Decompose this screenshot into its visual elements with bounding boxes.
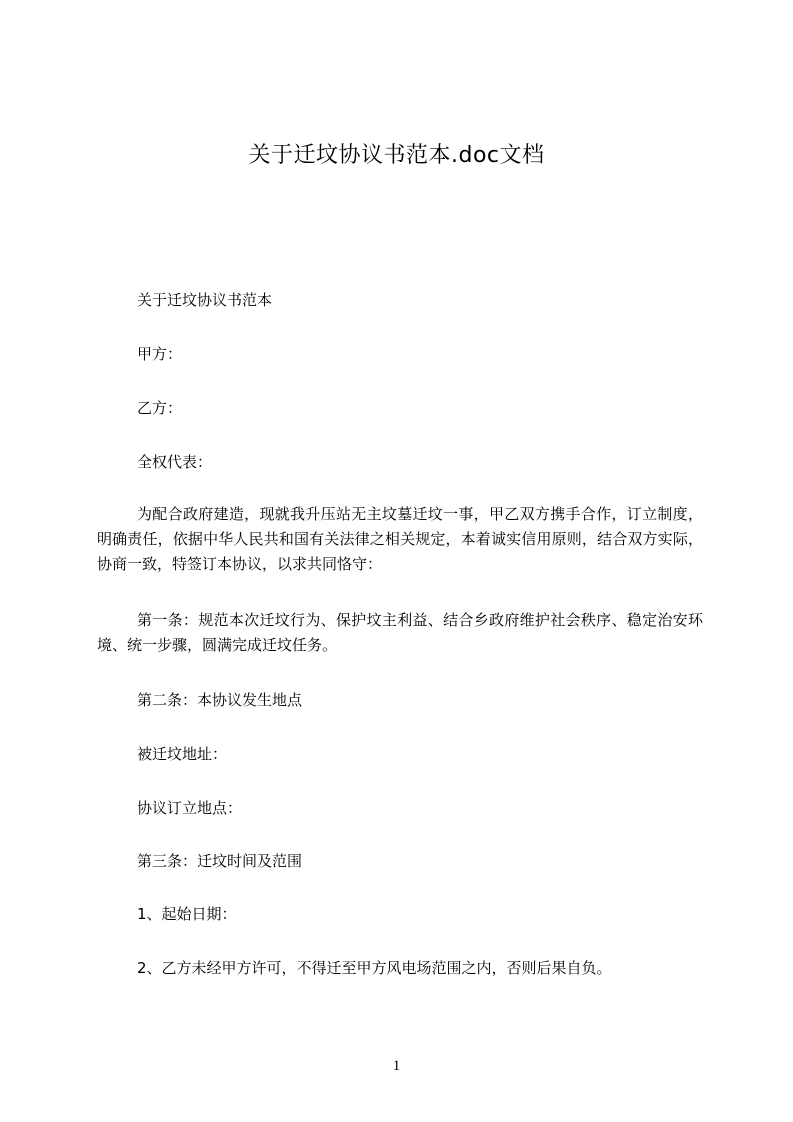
paragraph-preamble: 为配合政府建造，现就我升压站无主坟墓迁坟一事，甲乙双方携手合作，订立制度，明确责任，依据中华人民共和国有关法律之相关规定，本着诚实信用原则，结合双方实际，协商一致，特签订本协议，以求共同恪守： bbox=[97, 505, 703, 573]
paragraph-party-b: 乙方： bbox=[137, 399, 183, 417]
paragraph-relocation-address: 被迁坟地址： bbox=[137, 745, 228, 763]
page-number: 1 bbox=[392, 1058, 401, 1074]
paragraph-article-3: 第三条：迁坟时间及范围 bbox=[137, 852, 303, 870]
paragraph-representative: 全权代表： bbox=[137, 453, 213, 471]
paragraph-heading: 关于迁坟协议书范本 bbox=[137, 291, 273, 309]
paragraph-article-1: 第一条：规范本次迁坟行为、保护坟主利益、结合乡政府维护社会秩序、稳定治安环境、统一步骤，圆满完成迁坟任务。 bbox=[97, 611, 703, 654]
paragraph-article-2: 第二条：本协议发生地点 bbox=[137, 691, 303, 709]
paragraph-start-date: 1、起始日期： bbox=[137, 905, 237, 923]
paragraph-party-a: 甲方： bbox=[137, 345, 183, 363]
paragraph-signing-location: 协议订立地点： bbox=[137, 799, 243, 817]
paragraph-restriction: 2、乙方未经甲方许可，不得迁至甲方风电场范围之内，否则后果自负。 bbox=[137, 959, 612, 977]
document-title: 关于迁坟协议书范本.doc文档 bbox=[248, 143, 545, 168]
